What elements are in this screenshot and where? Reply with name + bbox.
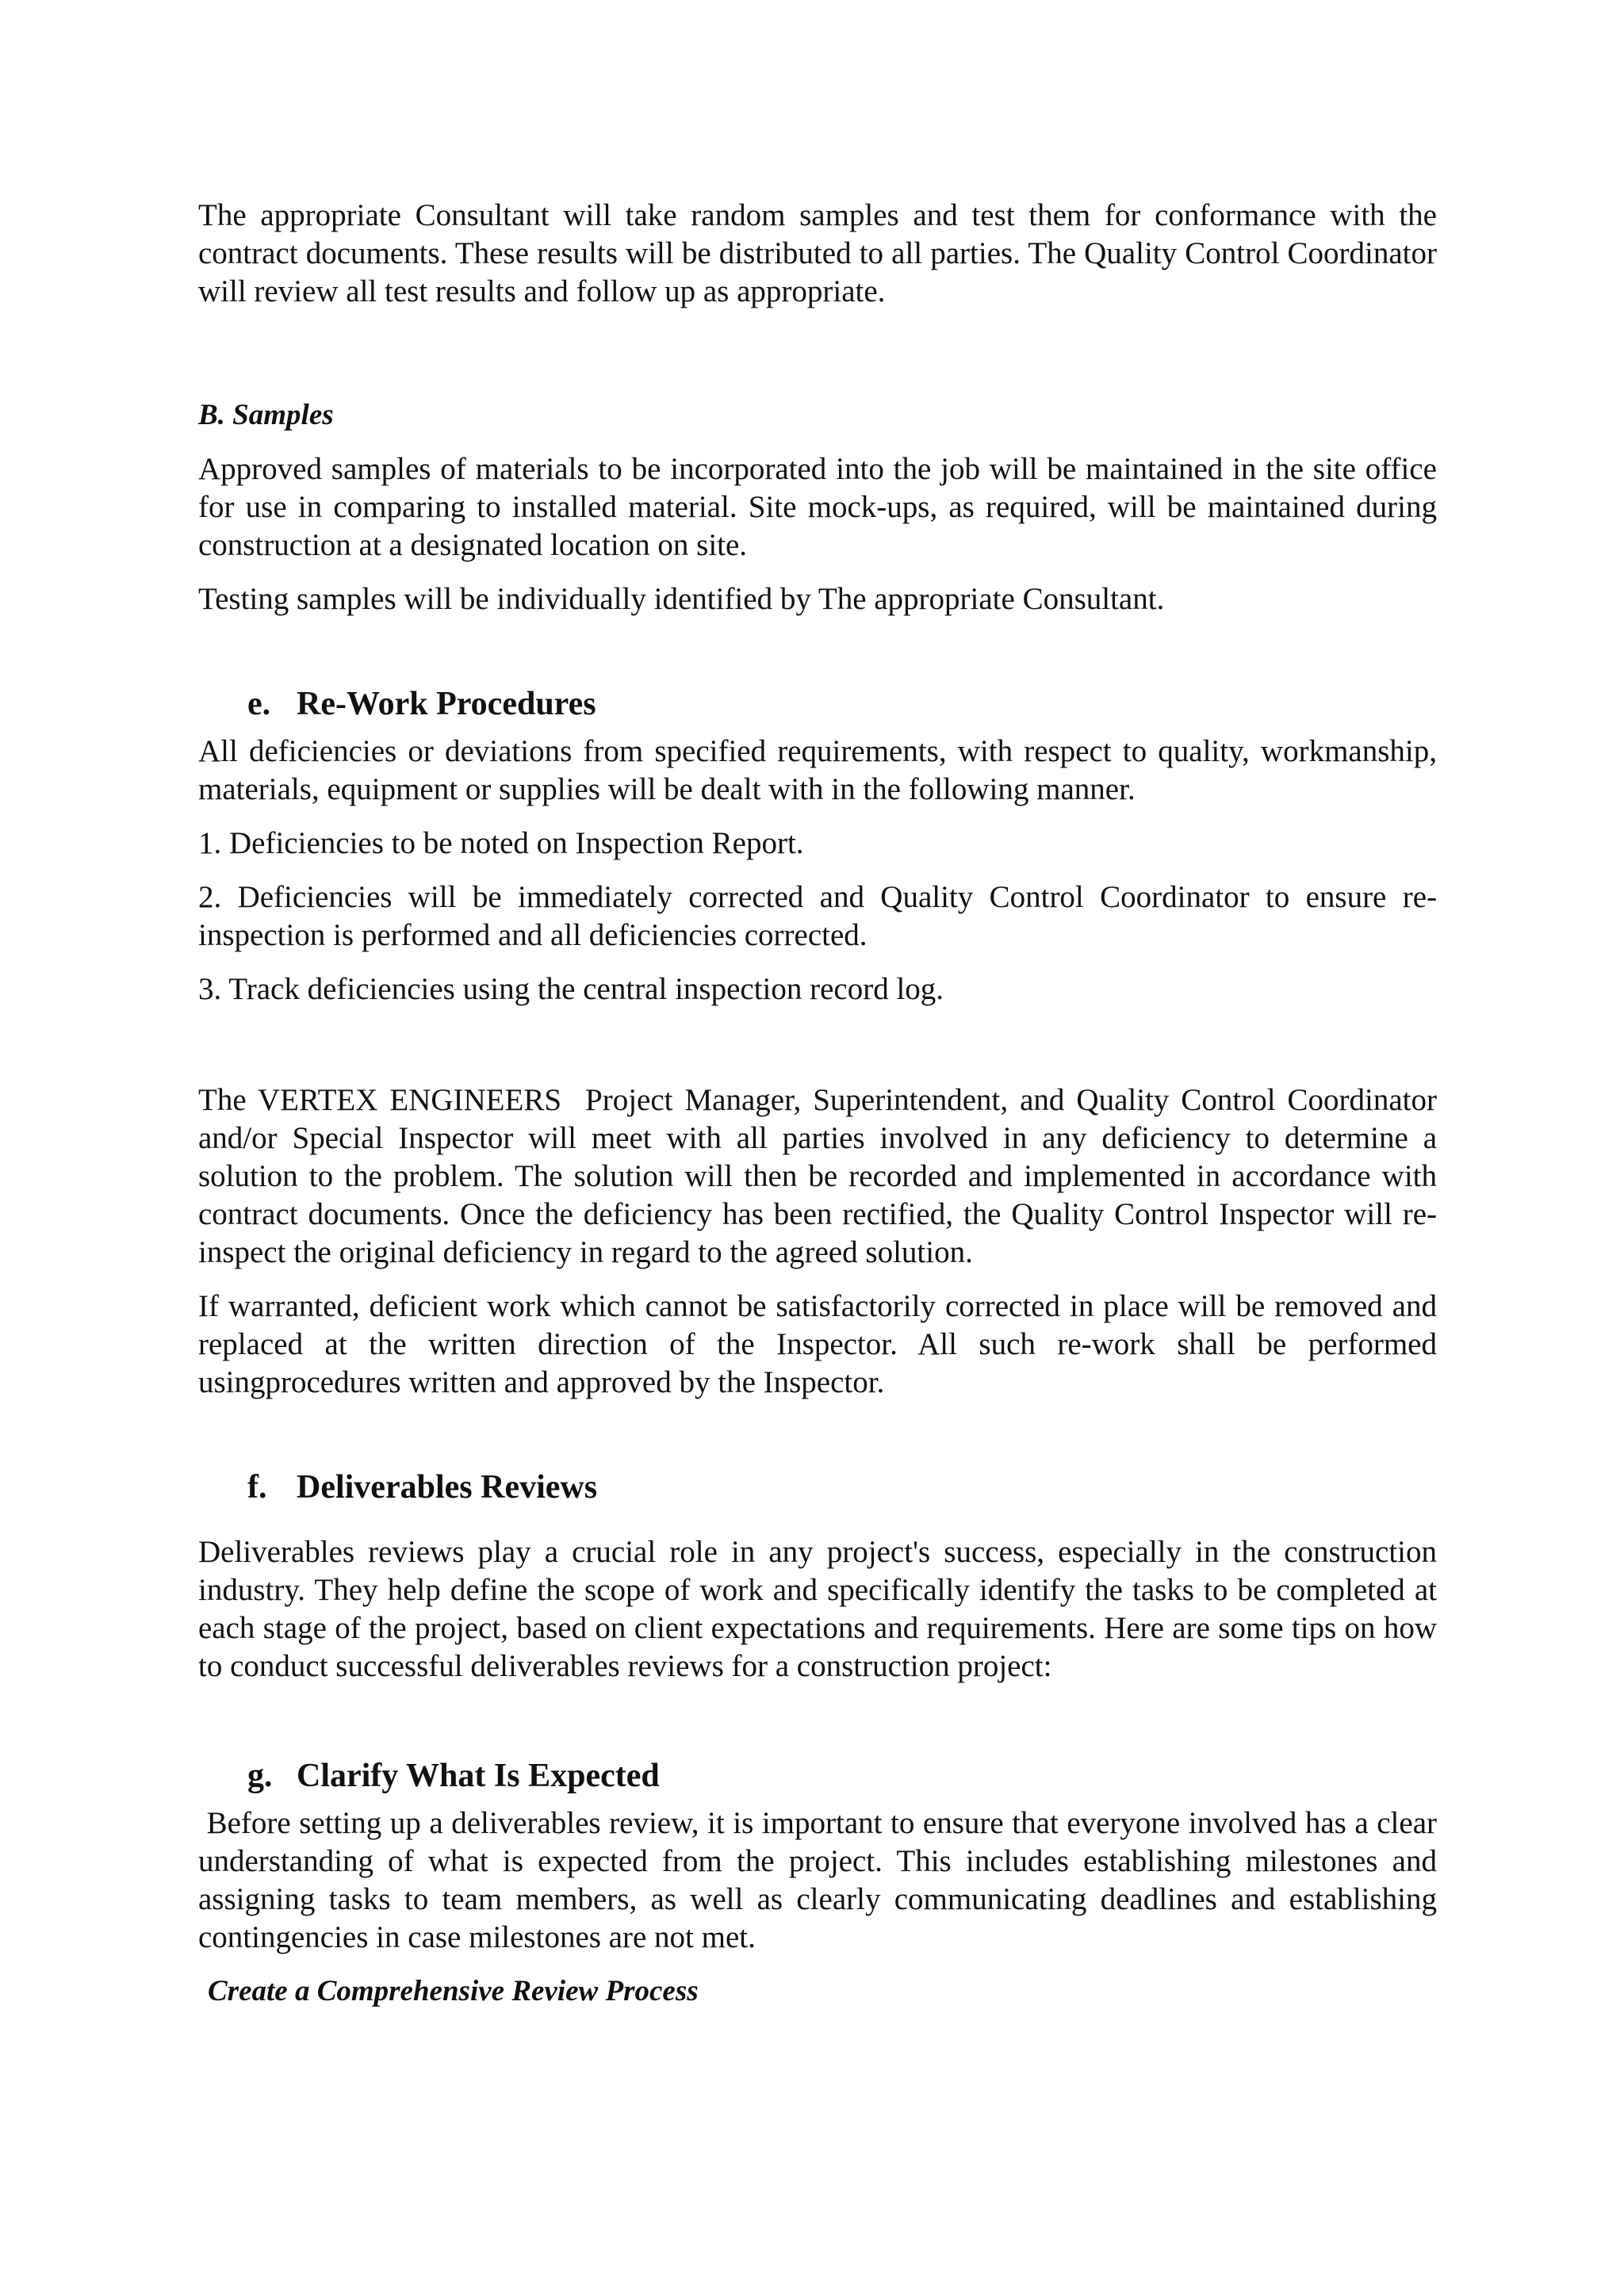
rework-item-1: 1. Deficiencies to be noted on Inspection Report. — [198, 826, 804, 860]
clarify-heading-letter: g. — [247, 1758, 273, 1794]
rework-heading-title: Re-Work Procedures — [297, 686, 596, 722]
samples-heading: B. Samples — [198, 399, 334, 431]
deliverables-heading — [198, 1467, 1437, 1508]
rework-heading — [198, 683, 1437, 725]
deliverables-paragraph: Deliverables reviews play a crucial role in any project's success, especially in the construction industry. They help define the scope of work and specifically identify the tasks to be completed at each stage of the project, based on client expectations and requirements. Here are some tips on how to conduct successful deliverables reviews for a construction project: — [198, 1535, 1437, 1683]
deliverables-heading-letter: f. — [247, 1469, 267, 1506]
review-process-subheading: Create a Comprehensive Review Process — [208, 1975, 699, 2007]
rework-item-2: 2. Deficiencies will be immediately corrected and Quality Control Coordinator to ensure re-inspection is performed and all deficiencies corrected. — [198, 880, 1437, 952]
document-page — [198, 197, 1445, 2011]
clarify-heading-title: Clarify What Is Expected — [297, 1758, 660, 1794]
rework-warranted-paragraph: If warranted, deficient work which cannot be satisfactorily corrected in place will be removed and replaced at the written direction of the Inspector. All such re-work shall be performed usingprocedures written and approved by the Inspector. — [198, 1289, 1437, 1399]
rework-heading-letter: e. — [247, 686, 271, 722]
clarify-heading — [198, 1755, 1437, 1797]
clarify-paragraph: Before setting up a deliverables review, it is important to ensure that everyone involved has a clear understanding of what is expected from the project. This includes establishing milestones and assigning tasks to team members, as well as clearly communicating deadlines and establishing contingencies in case milestones are not met. — [198, 1806, 1445, 1954]
rework-intro: All deficiencies or deviations from specified requirements, with respect to quality, workmanship, materials, equipment or supplies will be dealt with in the following manner. — [198, 734, 1437, 806]
rework-meeting-paragraph: The VERTEX ENGINEERS Project Manager, Superintendent, and Quality Control Coordinator and/or Special Inspector will meet with all parties involved in any deficiency to determine a solution to the problem. The solution will then be recorded and implemented in accordance with contract documents. Once the deficiency has been rectified, the Quality Control Inspector will re-inspect the original deficiency in regard to the agreed solution. — [198, 1083, 1445, 1269]
intro-paragraph: The appropriate Consultant will take random samples and test them for conformance with the contract documents. These results will be distributed to all parties. The Quality Control Coordinator will review all test results and follow up as appropriate. — [198, 198, 1437, 308]
samples-paragraph-1: Approved samples of materials to be incorporated into the job will be maintained in the site office for use in comparing to installed material. Site mock-ups, as required, will be maintained during construction at a designated location on site. — [198, 452, 1437, 562]
deliverables-heading-title: Deliverables Reviews — [297, 1469, 598, 1506]
rework-item-3: 3. Track deficiencies using the central inspection record log. — [198, 972, 944, 1006]
samples-paragraph-2: Testing samples will be individually identified by The appropriate Consultant. — [198, 582, 1165, 616]
